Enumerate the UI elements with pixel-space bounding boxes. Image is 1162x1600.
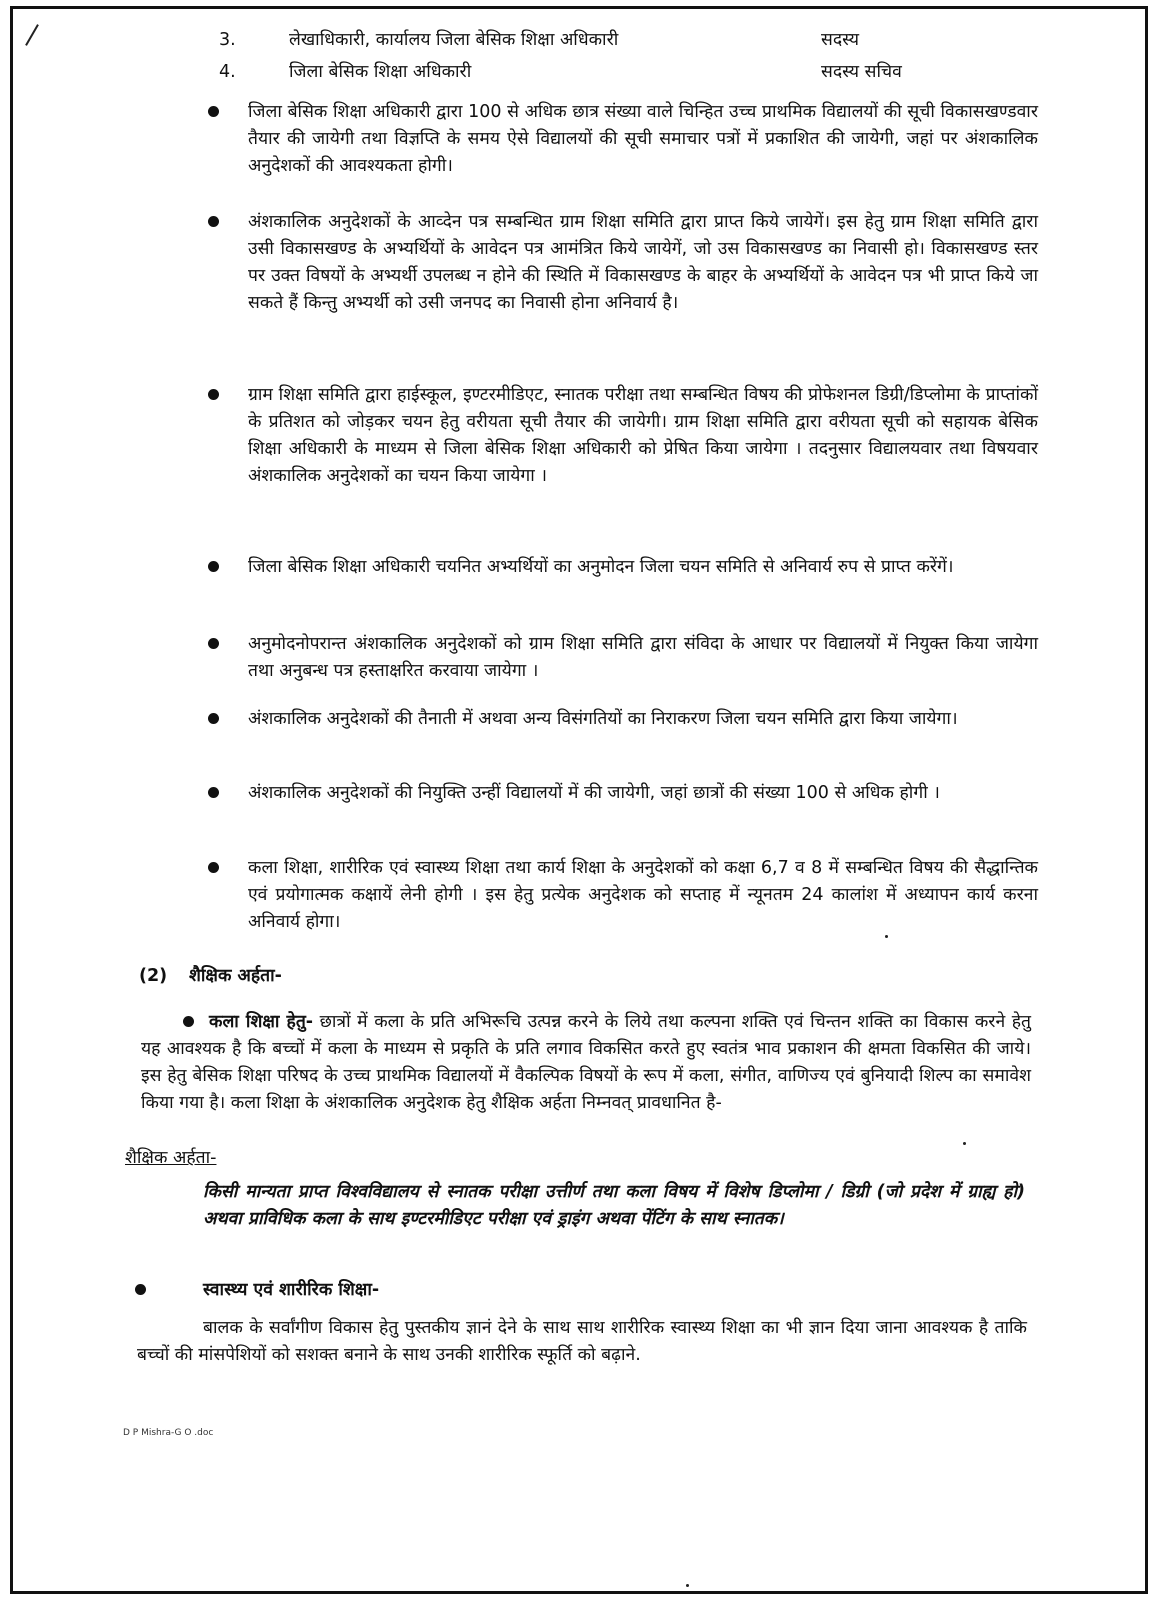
art-education-text: छात्रों में कला के प्रति अभिरूचि उत्पन्न करने के लिये तथा कल्पना शक्ति एवं चिन्तन शक्ति का विकास करने हेतु यह आवश्यक है कि बच्चों में कला के माध्यम से प्रकृति के प्रति लगाव विकसित करते हुए स्वतंत्र भाव प्रकाशन की क्षमता विकसित की जाये। इस हेतु बेसिक शिक्षा परिषद के उच्च प्राथमिक विद्यालयों में वैकल्पिक विषयों के रूप में कला, संगीत, वाणिज्य एवं बुनियादी शिल्प का समावेश किया गया है। कला शिक्षा के अंशकालिक अनुदेशक हेतु शैक्षिक अर्हता निम्नवत् प्रावधानित है- <box>141 1012 1031 1113</box>
bullet-text: कला शिक्षा, शारीरिक एवं स्वास्थ्य शिक्षा तथा कार्य शिक्षा के अनुदेशकों को कक्षा 6,7 व 8 में सम्बन्धित विषय की सैद्धान्तिक एवं प्रयोगात्मक कक्षायें लेनी होगी । इस हेतु प्रत्येक अनुदेशक को सप्ताह में न्यूनतम 24 कालांश में अध्यापन कार्य करना अनिवार्य होगा। <box>248 858 1038 932</box>
bullet-icon <box>183 1016 194 1027</box>
bullet-icon <box>135 1284 146 1295</box>
file-footer: D P Mishra-G O .doc <box>123 1428 214 1438</box>
qualification-text: किसी मान्यता प्राप्त विश्वविद्यालय से स्नातक परीक्षा उत्तीर्ण तथा कला विषय में विशेष डिप्लोमा / डिग्री (जो प्रदेश में ग्राह्य हो) अथवा प्राविधिक कला के साथ इण्टरमीडिएट परीक्षा एवं ड्राइंग अथवा पेंटिंग के साथ स्नातक। <box>203 1182 1025 1229</box>
member-row <box>13 27 1145 55</box>
health-paragraph: बालक के सर्वांगीण विकास हेतु पुस्तकीय ज्ञानं देने के साथ साथ शारीरिक स्वास्थ्य शिक्षा का भी ज्ञान दिया जाना आवश्यक है ताकि बच्चों की मांसपेशियों को सशक्त बनाने के साथ उनकी शारीरिक स्फूर्ति को बढ़ाने. <box>137 1318 1027 1365</box>
bullet-text: अंशकालिक अनुदेशकों की तैनाती में अथवा अन्य विसंगतियों का निराकरण जिला चयन समिति द्वारा किया जायेगा। <box>248 709 958 729</box>
document-page <box>10 6 1148 1594</box>
bullet-icon <box>208 389 219 400</box>
member-number: 3. <box>219 30 236 50</box>
bullet-text: जिला बेसिक शिक्षा अधिकारी चयनित अभ्यर्थियों का अनुमोदन जिला चयन समिति से अनिवार्य रुप से प्राप्त करेंगें। <box>248 557 954 577</box>
document-content <box>13 9 1145 1591</box>
bullet-icon <box>208 638 219 649</box>
bullet-text: अंशकालिक अनुदेशकों के आव्देन पत्र सम्बन्धित ग्राम शिक्षा समिति द्वारा प्राप्त किये जायेगें। इस हेतु ग्राम शिक्षा समिति द्वारा उसी विकासखण्ड के अभ्यर्थियों के आवेदन पत्र आमंत्रित किये जायेगें, जो उस विकासखण्ड का निवासी हो। विकासखण्ड स्तर पर उक्त विषयों के अभ्यर्थी उपलब्ध न होने की स्थिति में विकासखण्ड के बाहर के अभ्यर्थियों के आवेदन पत्र भी प्राप्त किये जा सकते हैं किन्तु अभ्यर्थी को उसी जनपद का निवासी होना अनिवार्य है। <box>248 212 1038 313</box>
member-role: सदस्य <box>821 30 860 50</box>
bullet-icon <box>208 561 219 572</box>
bullet-icon <box>208 106 219 117</box>
bullet-icon <box>208 713 219 724</box>
bullet-icon <box>208 862 219 873</box>
art-education-paragraph <box>141 1009 1031 1117</box>
bullet-text: ग्राम शिक्षा समिति द्वारा हाईस्कूल, इण्टरमीडिएट, स्नातक परीक्षा तथा सम्बन्धित विषय की प्रोफेशनल डिग्री/डिप्लोमा के प्राप्तांकों के प्रतिशत को जोड़कर चयन हेतु वरीयता सूची तैयार की जायेगी। ग्राम शिक्षा समिति द्वारा वरीयता सूची को सहायक बेसिक शिक्षा अधिकारी के माध्यम से जिला बेसिक शिक्षा अधिकारी को प्रेषित किया जायेगा । तदनुसार विद्यालयवार तथा विषयवार अंशकालिक अनुदेशकों का चयन किया जायेगा । <box>248 385 1038 486</box>
health-heading: स्वास्थ्य एवं शारीरिक शिक्षा- <box>203 1280 380 1300</box>
bullet-text: अनुमोदनोपरान्त अंशकालिक अनुदेशकों को ग्राम शिक्षा समिति द्वारा संविदा के आधार पर विद्यालयों में नियुक्त किया जायेगा तथा अनुबन्ध पत्र हस्ताक्षरित करवाया जायेगा । <box>248 634 1038 681</box>
art-education-lead: कला शिक्षा हेतु- <box>209 1012 314 1032</box>
section-number: (2) <box>139 966 168 986</box>
member-designation: लेखाधिकारी, कार्यालय जिला बेसिक शिक्षा अधिकारी <box>289 30 619 50</box>
bullet-icon <box>208 787 219 798</box>
member-role: सदस्य सचिव <box>821 62 902 82</box>
member-designation: जिला बेसिक शिक्षा अधिकारी <box>289 62 472 82</box>
member-number: 4. <box>219 62 236 82</box>
qualification-heading: शैक्षिक अर्हता- <box>125 1148 217 1168</box>
bullet-text: अंशकालिक अनुदेशकों की नियुक्ति उन्हीं विद्यालयों में की जायेगी, जहां छात्रों की संख्या 100 से अधिक होगी । <box>248 783 940 803</box>
bullet-icon <box>208 216 219 227</box>
section-title: शैक्षिक अर्हता- <box>189 966 282 986</box>
bullet-text: जिला बेसिक शिक्षा अधिकारी द्वारा 100 से अधिक छात्र संख्या वाले चिन्हित उच्च प्राथमिक विद्यालयों की सूची विकासखण्डवार तैयार की जायेगी तथा विज्ञप्ति के समय ऐसे विद्यालयों की सूची समाचार पत्रों में प्रकाशित की जायेगी, जहां पर अंशकालिक अनुदेशकों की आवश्यकता होगी। <box>248 102 1038 176</box>
member-row <box>13 59 1145 87</box>
